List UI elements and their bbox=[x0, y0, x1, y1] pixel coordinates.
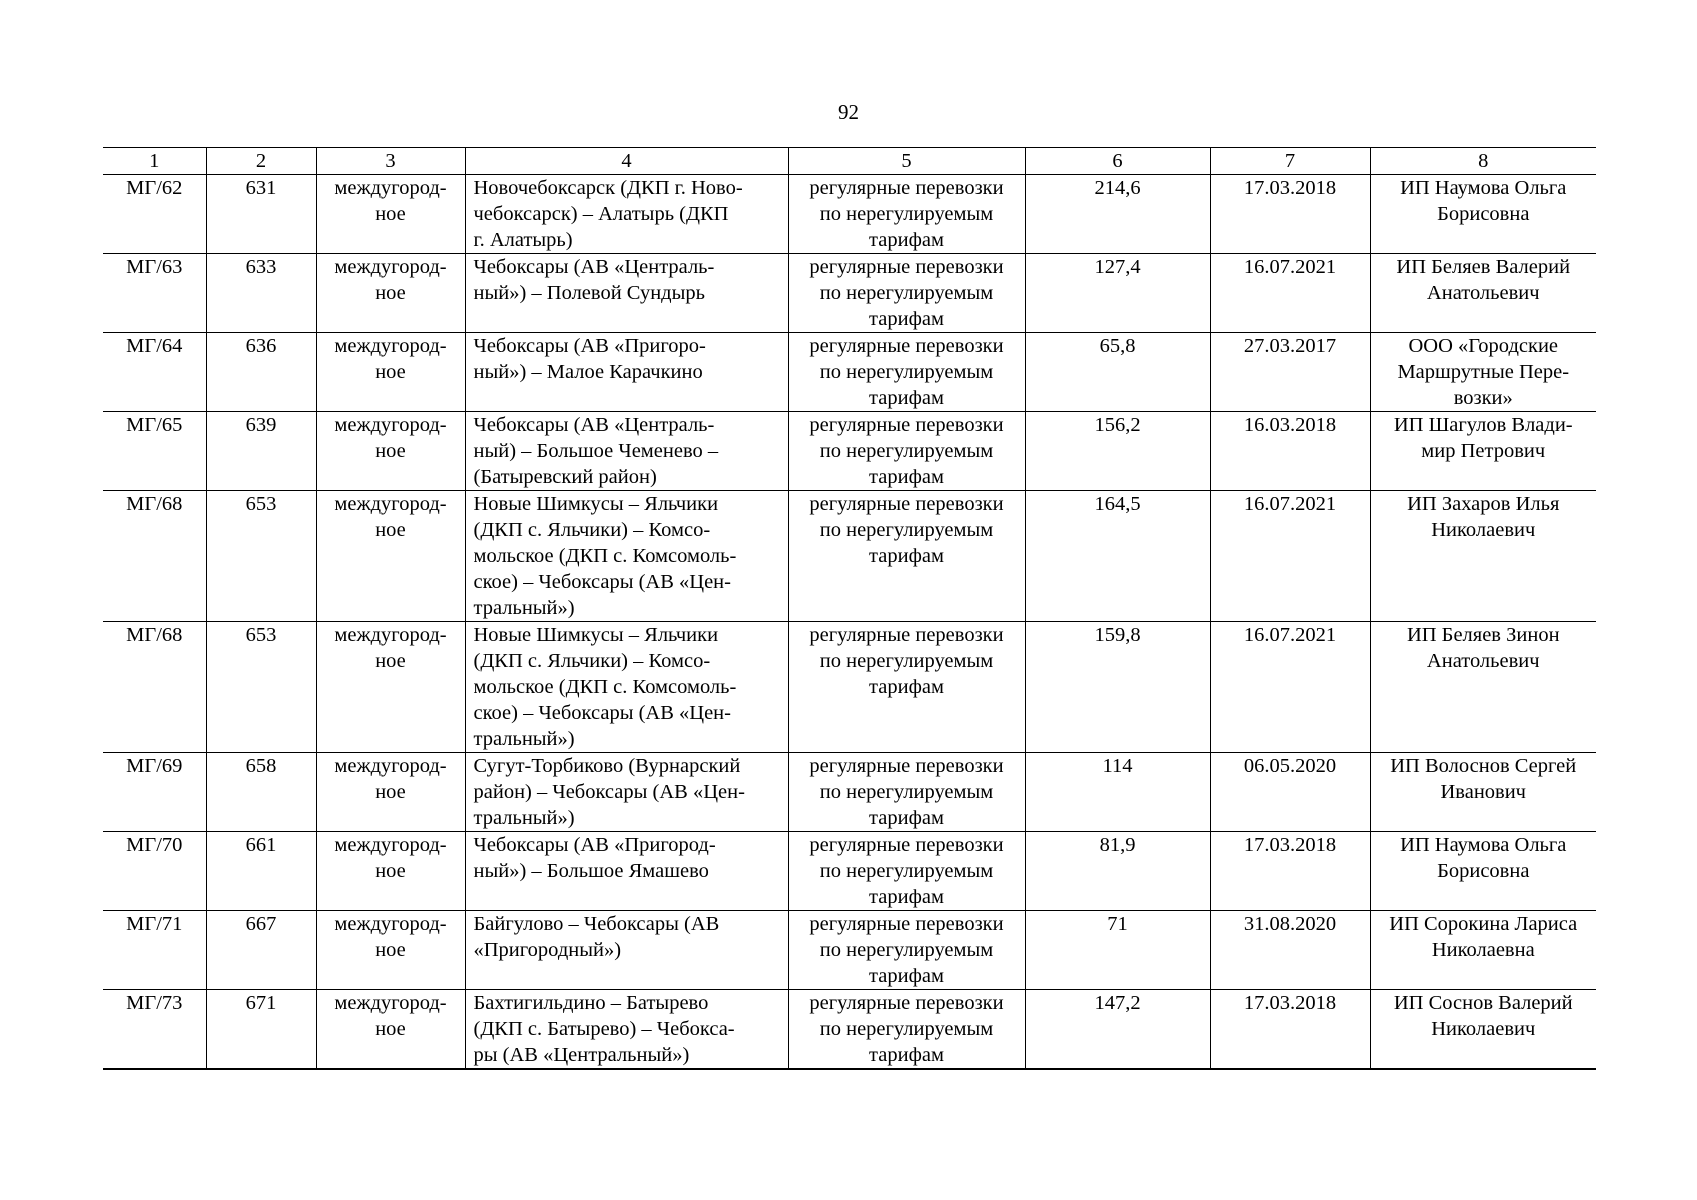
carrier-cell bbox=[1370, 333, 1596, 412]
transport-kind-cell-line: регулярные перевозки bbox=[809, 992, 1004, 1014]
route-type-cell-line: междугород- bbox=[334, 992, 447, 1014]
route-path-cell-line: (ДКП с. Батырево) – Чебокса- bbox=[473, 1018, 735, 1040]
route-path-cell-line: ры (АВ «Центральный») bbox=[473, 1044, 690, 1066]
route-path-cell-line: ный») – Полевой Сундырь bbox=[473, 282, 705, 304]
start-date-cell: 16.07.2021 bbox=[1210, 491, 1370, 622]
route-number-cell: 633 bbox=[206, 254, 316, 333]
route-path-cell-line: Новые Шимкусы – Яльчики bbox=[473, 493, 719, 515]
header-cell-2: 2 bbox=[206, 148, 316, 175]
route-path-cell-line: ный) – Большое Чеменево – bbox=[473, 440, 719, 462]
route-id-cell: МГ/65 bbox=[103, 412, 206, 491]
transport-kind-cell bbox=[788, 990, 1025, 1070]
transport-kind-cell-line: по нерегулируемым bbox=[819, 203, 994, 225]
carrier-cell-line: ИП Шагулов Влади- bbox=[1393, 414, 1573, 436]
table-row bbox=[103, 832, 1596, 911]
route-length-cell: 127,4 bbox=[1025, 254, 1210, 333]
route-number-cell: 658 bbox=[206, 753, 316, 832]
carrier-cell-line: ИП Беляев Зинон bbox=[1406, 624, 1560, 646]
route-number-cell: 636 bbox=[206, 333, 316, 412]
carrier-cell-line: Анатольевич bbox=[1426, 282, 1540, 304]
route-type-cell bbox=[316, 412, 465, 491]
route-path-cell bbox=[465, 333, 788, 412]
transport-kind-cell bbox=[788, 175, 1025, 254]
route-path-cell bbox=[465, 911, 788, 990]
header-cell-5: 5 bbox=[788, 148, 1025, 175]
route-type-cell bbox=[316, 491, 465, 622]
header-cell-7: 7 bbox=[1210, 148, 1370, 175]
route-id-cell: МГ/71 bbox=[103, 911, 206, 990]
transport-kind-cell bbox=[788, 832, 1025, 911]
carrier-cell-line: мир Петрович bbox=[1421, 440, 1546, 462]
route-type-cell bbox=[316, 333, 465, 412]
carrier-cell bbox=[1370, 254, 1596, 333]
route-type-cell-line: ное bbox=[375, 781, 406, 803]
route-type-cell-line: междугород- bbox=[334, 913, 447, 935]
route-type-cell bbox=[316, 911, 465, 990]
start-date-cell: 06.05.2020 bbox=[1210, 753, 1370, 832]
transport-kind-cell-line: регулярные перевозки bbox=[809, 335, 1004, 357]
carrier-cell-line: ИП Беляев Валерий bbox=[1396, 256, 1571, 278]
route-path-cell-line: ный») – Малое Карачкино bbox=[473, 361, 703, 383]
table-row bbox=[103, 412, 1596, 491]
route-path-cell-line: Чебоксары (АВ «Централь- bbox=[473, 256, 715, 278]
table-row bbox=[103, 254, 1596, 333]
route-id-cell: МГ/68 bbox=[103, 622, 206, 753]
transport-kind-cell bbox=[788, 753, 1025, 832]
table-row bbox=[103, 333, 1596, 412]
route-type-cell-line: междугород- bbox=[334, 256, 447, 278]
carrier-cell bbox=[1370, 753, 1596, 832]
route-path-cell bbox=[465, 412, 788, 491]
route-path-cell-line: (Батыревский район) bbox=[473, 466, 657, 488]
route-type-cell-line: междугород- bbox=[334, 834, 447, 856]
route-length-cell: 65,8 bbox=[1025, 333, 1210, 412]
carrier-cell-line: Николаевич bbox=[1431, 519, 1536, 541]
route-type-cell-line: ное bbox=[375, 519, 406, 541]
route-number-cell: 639 bbox=[206, 412, 316, 491]
route-path-cell-line: ское) – Чебоксары (АВ «Цен- bbox=[473, 702, 731, 724]
carrier-cell-line: ООО «Городские bbox=[1408, 335, 1559, 357]
carrier-cell-line: Анатольевич bbox=[1426, 650, 1540, 672]
header-cell-1: 1 bbox=[103, 148, 206, 175]
route-path-cell-line: ское) – Чебоксары (АВ «Цен- bbox=[473, 571, 731, 593]
transport-kind-cell-line: тарифам bbox=[869, 676, 944, 698]
route-id-cell: МГ/64 bbox=[103, 333, 206, 412]
carrier-cell bbox=[1370, 832, 1596, 911]
transport-kind-cell-line: регулярные перевозки bbox=[809, 834, 1004, 856]
route-type-cell-line: ное bbox=[375, 1018, 406, 1040]
route-path-cell-line: (ДКП с. Яльчики) – Комсо- bbox=[473, 519, 711, 541]
transport-kind-cell-line: тарифам bbox=[869, 229, 944, 251]
carrier-cell-line: ИП Наумова Ольга bbox=[1400, 177, 1567, 199]
route-path-cell-line: Чебоксары (АВ «Централь- bbox=[473, 414, 715, 436]
route-number-cell: 631 bbox=[206, 175, 316, 254]
route-type-cell-line: ное bbox=[375, 939, 406, 961]
carrier-cell-line: Борисовна bbox=[1437, 203, 1530, 225]
route-type-cell bbox=[316, 753, 465, 832]
carrier-cell-line: ИП Сорокина Лариса bbox=[1389, 913, 1578, 935]
carrier-cell-line: Николаевна bbox=[1431, 939, 1535, 961]
table-row bbox=[103, 491, 1596, 622]
carrier-cell-line: ИП Наумова Ольга bbox=[1400, 834, 1567, 856]
route-type-cell-line: ное bbox=[375, 282, 406, 304]
transport-kind-cell-line: по нерегулируемым bbox=[819, 1018, 994, 1040]
route-type-cell-line: междугород- bbox=[334, 335, 447, 357]
carrier-cell-line: Маршрутные Пере- bbox=[1397, 361, 1570, 383]
route-path-cell bbox=[465, 832, 788, 911]
carrier-cell-line: возки» bbox=[1453, 387, 1513, 409]
carrier-cell-line: ИП Соснов Валерий bbox=[1393, 992, 1573, 1014]
route-type-cell bbox=[316, 622, 465, 753]
table-row bbox=[103, 175, 1596, 254]
route-path-cell-line: район) – Чебоксары (АВ «Цен- bbox=[473, 781, 745, 803]
carrier-cell-line: Иванович bbox=[1440, 781, 1526, 803]
transport-kind-cell-line: по нерегулируемым bbox=[819, 282, 994, 304]
transport-kind-cell-line: тарифам bbox=[869, 886, 944, 908]
route-id-cell: МГ/73 bbox=[103, 990, 206, 1070]
transport-kind-cell-line: по нерегулируемым bbox=[819, 650, 994, 672]
route-length-cell: 71 bbox=[1025, 911, 1210, 990]
route-path-cell-line: Сугут-Торбиково (Вурнарский bbox=[473, 755, 741, 777]
transport-kind-cell-line: по нерегулируемым bbox=[819, 781, 994, 803]
route-path-cell-line: тральный») bbox=[473, 807, 575, 829]
transport-kind-cell-line: по нерегулируемым bbox=[819, 860, 994, 882]
transport-kind-cell-line: регулярные перевозки bbox=[809, 177, 1004, 199]
route-id-cell: МГ/68 bbox=[103, 491, 206, 622]
table-row bbox=[103, 911, 1596, 990]
start-date-cell: 17.03.2018 bbox=[1210, 175, 1370, 254]
route-path-cell-line: мольское (ДКП с. Комсомоль- bbox=[473, 676, 737, 698]
route-path-cell bbox=[465, 990, 788, 1070]
route-path-cell-line: тральный») bbox=[473, 728, 575, 750]
route-type-cell-line: ное bbox=[375, 650, 406, 672]
table-row bbox=[103, 753, 1596, 832]
transport-kind-cell bbox=[788, 333, 1025, 412]
transport-kind-cell-line: тарифам bbox=[869, 807, 944, 829]
transport-kind-cell-line: тарифам bbox=[869, 545, 944, 567]
start-date-cell: 17.03.2018 bbox=[1210, 990, 1370, 1070]
transport-kind-cell-line: регулярные перевозки bbox=[809, 414, 1004, 436]
carrier-cell bbox=[1370, 622, 1596, 753]
carrier-cell-line: Николаевич bbox=[1431, 1018, 1536, 1040]
route-type-cell bbox=[316, 990, 465, 1070]
route-length-cell: 159,8 bbox=[1025, 622, 1210, 753]
route-path-cell bbox=[465, 254, 788, 333]
transport-kind-cell-line: регулярные перевозки bbox=[809, 256, 1004, 278]
carrier-cell bbox=[1370, 412, 1596, 491]
route-path-cell bbox=[465, 175, 788, 254]
route-id-cell: МГ/63 bbox=[103, 254, 206, 333]
route-id-cell: МГ/62 bbox=[103, 175, 206, 254]
route-path-cell-line: Байгулово – Чебоксары (АВ bbox=[473, 913, 720, 935]
route-type-cell-line: ное bbox=[375, 361, 406, 383]
route-number-cell: 661 bbox=[206, 832, 316, 911]
page-number: 92 bbox=[838, 100, 859, 124]
route-type-cell-line: ное bbox=[375, 440, 406, 462]
route-type-cell-line: междугород- bbox=[334, 755, 447, 777]
carrier-cell-line: ИП Захаров Илья bbox=[1407, 493, 1560, 515]
route-type-cell bbox=[316, 254, 465, 333]
header-cell-4: 4 bbox=[465, 148, 788, 175]
transport-kind-cell-line: тарифам bbox=[869, 308, 944, 330]
route-type-cell-line: междугород- bbox=[334, 624, 447, 646]
route-length-cell: 164,5 bbox=[1025, 491, 1210, 622]
header-cell-8: 8 bbox=[1370, 148, 1596, 175]
route-type-cell-line: междугород- bbox=[334, 493, 447, 515]
route-path-cell-line: (ДКП с. Яльчики) – Комсо- bbox=[473, 650, 711, 672]
transport-kind-cell-line: по нерегулируемым bbox=[819, 361, 994, 383]
route-path-cell-line: Бахтигильдино – Батырево bbox=[473, 992, 709, 1014]
route-path-cell bbox=[465, 753, 788, 832]
route-path-cell-line: тральный») bbox=[473, 597, 575, 619]
header-cell-3: 3 bbox=[316, 148, 465, 175]
route-id-cell: МГ/69 bbox=[103, 753, 206, 832]
start-date-cell: 31.08.2020 bbox=[1210, 911, 1370, 990]
route-id-cell: МГ/70 bbox=[103, 832, 206, 911]
routes-table bbox=[103, 147, 1596, 1070]
route-number-cell: 671 bbox=[206, 990, 316, 1070]
route-path-cell-line: Новочебоксарск (ДКП г. Ново- bbox=[473, 177, 743, 199]
start-date-cell: 16.07.2021 bbox=[1210, 622, 1370, 753]
route-path-cell bbox=[465, 491, 788, 622]
route-type-cell bbox=[316, 175, 465, 254]
route-path-cell-line: Чебоксары (АВ «Пригоро- bbox=[473, 335, 706, 357]
route-path-cell-line: г. Алатырь) bbox=[473, 229, 573, 251]
transport-kind-cell-line: тарифам bbox=[869, 1044, 944, 1066]
carrier-cell bbox=[1370, 175, 1596, 254]
route-number-cell: 667 bbox=[206, 911, 316, 990]
route-path-cell-line: «Пригородный») bbox=[473, 939, 622, 961]
route-type-cell-line: междугород- bbox=[334, 177, 447, 199]
route-length-cell: 147,2 bbox=[1025, 990, 1210, 1070]
route-path-cell-line: ный») – Большое Ямашево bbox=[473, 860, 709, 882]
route-type-cell-line: ное bbox=[375, 860, 406, 882]
carrier-cell-line: ИП Волоснов Сергей bbox=[1390, 755, 1577, 777]
transport-kind-cell-line: регулярные перевозки bbox=[809, 624, 1004, 646]
transport-kind-cell bbox=[788, 622, 1025, 753]
table-row bbox=[103, 622, 1596, 753]
start-date-cell: 17.03.2018 bbox=[1210, 832, 1370, 911]
transport-kind-cell-line: по нерегулируемым bbox=[819, 939, 994, 961]
carrier-cell-line: Борисовна bbox=[1437, 860, 1530, 882]
transport-kind-cell bbox=[788, 911, 1025, 990]
start-date-cell: 16.07.2021 bbox=[1210, 254, 1370, 333]
transport-kind-cell-line: тарифам bbox=[869, 965, 944, 987]
start-date-cell: 27.03.2017 bbox=[1210, 333, 1370, 412]
route-type-cell-line: междугород- bbox=[334, 414, 447, 436]
transport-kind-cell bbox=[788, 254, 1025, 333]
carrier-cell bbox=[1370, 491, 1596, 622]
route-path-cell-line: Чебоксары (АВ «Пригород- bbox=[473, 834, 716, 856]
transport-kind-cell bbox=[788, 412, 1025, 491]
transport-kind-cell-line: по нерегулируемым bbox=[819, 440, 994, 462]
start-date-cell: 16.03.2018 bbox=[1210, 412, 1370, 491]
route-number-cell: 653 bbox=[206, 622, 316, 753]
route-length-cell: 114 bbox=[1025, 753, 1210, 832]
route-number-cell: 653 bbox=[206, 491, 316, 622]
table-header-row bbox=[103, 148, 1596, 175]
carrier-cell bbox=[1370, 911, 1596, 990]
route-path-cell-line: мольское (ДКП с. Комсомоль- bbox=[473, 545, 737, 567]
transport-kind-cell-line: тарифам bbox=[869, 387, 944, 409]
carrier-cell bbox=[1370, 990, 1596, 1070]
route-length-cell: 214,6 bbox=[1025, 175, 1210, 254]
transport-kind-cell-line: регулярные перевозки bbox=[809, 493, 1004, 515]
route-type-cell bbox=[316, 832, 465, 911]
transport-kind-cell-line: тарифам bbox=[869, 466, 944, 488]
route-path-cell-line: чебоксарск) – Алатырь (ДКП bbox=[473, 203, 729, 225]
transport-kind-cell-line: регулярные перевозки bbox=[809, 913, 1004, 935]
header-cell-6: 6 bbox=[1025, 148, 1210, 175]
route-path-cell-line: Новые Шимкусы – Яльчики bbox=[473, 624, 719, 646]
transport-kind-cell-line: регулярные перевозки bbox=[809, 755, 1004, 777]
route-length-cell: 156,2 bbox=[1025, 412, 1210, 491]
table-row bbox=[103, 990, 1596, 1070]
transport-kind-cell bbox=[788, 491, 1025, 622]
route-length-cell: 81,9 bbox=[1025, 832, 1210, 911]
route-path-cell bbox=[465, 622, 788, 753]
route-type-cell-line: ное bbox=[375, 203, 406, 225]
transport-kind-cell-line: по нерегулируемым bbox=[819, 519, 994, 541]
